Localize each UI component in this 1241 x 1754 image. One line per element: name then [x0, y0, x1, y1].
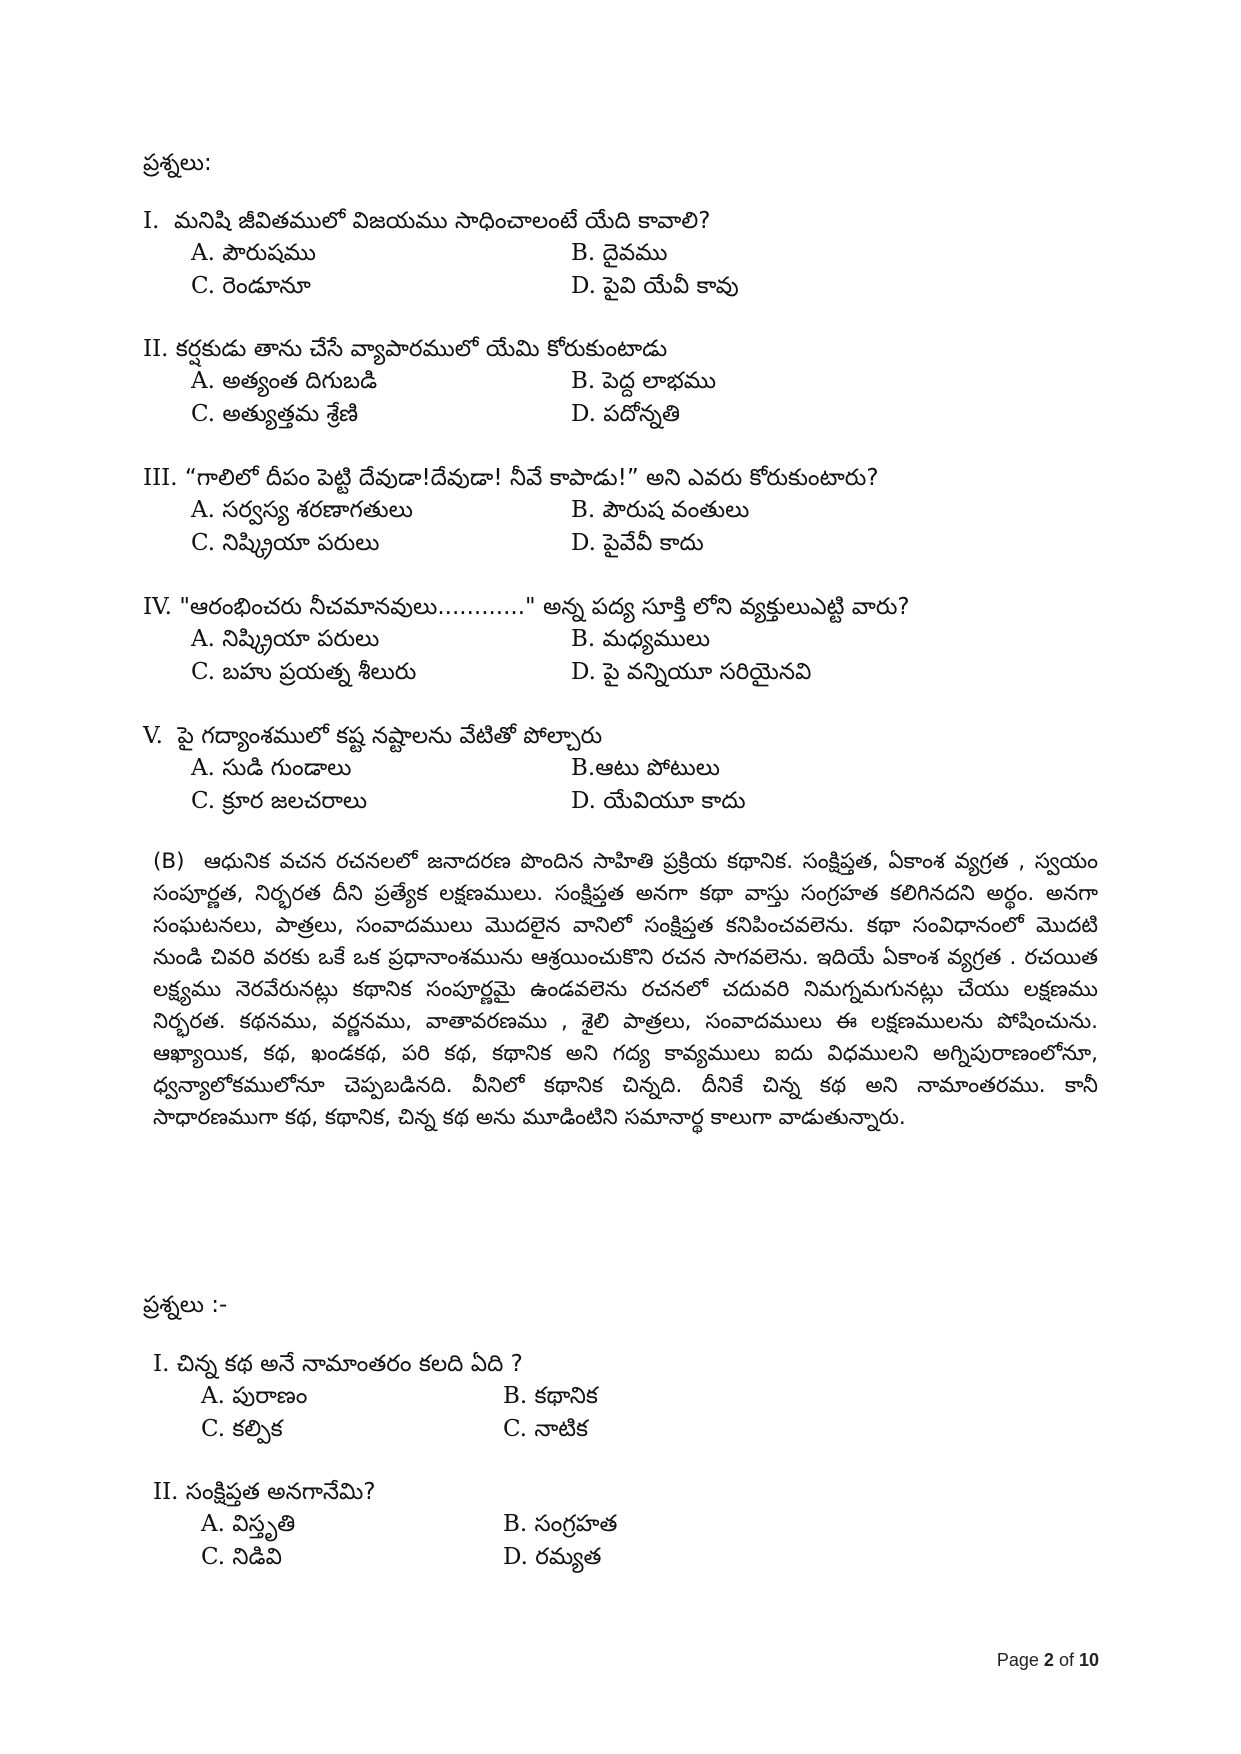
- section1-heading: ప్రశ్నలు:: [143, 150, 212, 176]
- total-pages-number: 10: [1078, 1650, 1099, 1670]
- option-c: [191, 270, 571, 303]
- option-a: [191, 623, 571, 656]
- option-text: పౌరుషము: [222, 240, 316, 266]
- question-number: II.: [143, 336, 169, 362]
- question-number: I.: [143, 208, 160, 234]
- option-a: [201, 1380, 503, 1413]
- option-b: [503, 1380, 923, 1413]
- option-text: దైవము: [602, 240, 668, 266]
- option-c: [191, 656, 571, 689]
- option-d: [571, 398, 991, 431]
- option-letter: D.: [571, 530, 596, 556]
- option-letter: C.: [191, 401, 216, 427]
- option-letter: A.: [191, 497, 215, 523]
- current-page-number: 2: [1043, 1650, 1054, 1670]
- question-block-7: [153, 1476, 1133, 1574]
- option-text: పైవి యేవీ కావు: [603, 273, 739, 299]
- option-text: పై వన్నియూ సరియైనవి: [603, 659, 812, 685]
- question-block-1: [143, 205, 1123, 303]
- option-letter: A.: [191, 240, 215, 266]
- option-c: [201, 1541, 503, 1574]
- option-text: పదోన్నతి: [603, 401, 681, 427]
- question-number: IV.: [143, 594, 172, 620]
- option-text: పెద్ద లాభము: [602, 368, 717, 394]
- option-d: [571, 270, 991, 303]
- option-text: క్రూర జలచరాలు: [222, 788, 368, 814]
- of-word: of: [1058, 1650, 1074, 1670]
- option-text: కల్పిక: [232, 1416, 283, 1442]
- option-text: ఆటు పోటులు: [595, 755, 720, 781]
- option-letter: C.: [201, 1416, 226, 1442]
- option-a: [191, 752, 571, 785]
- question-body: పై గద్యాంశములో కష్ట నష్టాలను వేటితో పోల్చారు: [177, 723, 603, 749]
- option-text: సర్వస్య శరణాగతులు: [222, 497, 413, 523]
- option-text: పైవేవీ కాదు: [603, 530, 704, 556]
- option-letter: C.: [191, 659, 216, 685]
- option-letter: C.: [201, 1544, 226, 1570]
- question-number: III.: [143, 465, 178, 491]
- question-block-4: [143, 591, 1123, 689]
- option-b: [571, 752, 991, 785]
- option-text: నిష్క్రియా పరులు: [222, 530, 380, 556]
- passage-label: (B): [153, 849, 185, 874]
- option-text: సంగ్రహత: [534, 1511, 618, 1537]
- option-text: సుడి గుండాలు: [222, 755, 352, 781]
- option-d: [571, 785, 991, 818]
- question-body: కర్షకుడు తాను చేసే వ్యాపారములో యేమి కోరుకుంటాడు: [175, 336, 668, 362]
- option-b: [571, 623, 991, 656]
- option-text: నిష్క్రియా పరులు: [222, 626, 380, 652]
- option-letter: A.: [201, 1383, 225, 1409]
- option-letter: D.: [571, 273, 596, 299]
- option-letter: D.: [571, 401, 596, 427]
- question-number: I.: [153, 1351, 170, 1377]
- option-a: [201, 1508, 503, 1541]
- option-c: [191, 398, 571, 431]
- option-letter: D.: [571, 788, 596, 814]
- option-text: విస్తృతి: [232, 1511, 296, 1537]
- passage-text: ఆధునిక వచన రచనలలో జనాదరణ పొందిన సాహితి ప్రక్రియ కథానిక. సంక్షిప్తత, ఏకాంశ వ్యగ్రత , స్వయం సంపూర్ణత, నిర్భరత దీని ప్రత్యేక లక్షణములు. సంక్షిప్తత అనగా కథా వాస్తు సంగ్రహత కలిగినదని అర్థం. అనగా సంఘటనలు, పాత్రలు, సంవాదములు మొదలైన వానిలో సంక్షిప్తత కనిపించవలెను. కథా సంవిధానంలో మొదటి నుండి చివరి వరకు ఒకే ఒక ప్రధానాంశమును ఆశ్రయించుకొని రచన సాగవలెను. ఇదియే ఏకాంశ వ్యగ్రత . రచయిత లక్ష్యము నెరవేరునట్లు కథానిక సంపూర్ణమై ఉండవలెను రచనలో చదువరి నిమగ్నమగునట్లు చేయు లక్షణము నిర్భరత. కథనము, వర్ణనము, వాతావరణము , శైలి పాత్రలు, సంవాదములు ఈ లక్షణములను పోషించును. ఆఖ్యాయిక, కథ, ఖండకథ, పరి కథ, కథానిక అని గద్య కావ్యములు ఐదు విధములని అగ్నిపురాణంలోనూ, ధ్వన్యాలోకములోనూ చెప్పబడినది. వీనిలో కథానిక చిన్నది. దీనికే చిన్న కథ అని నామాంతరము. కానీ సాధారణముగా కథ, కథానిక, చిన్న కథ అను మూడింటిని సమానార్థ కాలుగా వాడుతున్నారు.: [153, 849, 1098, 1130]
- option-text: యేవియూ కాదు: [603, 788, 746, 814]
- option-text: నిడివి: [232, 1544, 282, 1570]
- question-text: [153, 1348, 1133, 1380]
- option-letter: B.: [571, 497, 596, 523]
- option-b: [571, 237, 991, 270]
- option-text: అత్యంత దిగుబడి: [222, 368, 378, 394]
- option-letter: B.: [503, 1511, 528, 1537]
- option-d: [571, 527, 991, 560]
- option-text: కథానిక: [534, 1383, 598, 1409]
- option-text: బహు ప్రయత్న శీలురు: [222, 659, 417, 685]
- option-text: మధ్యములు: [602, 626, 711, 652]
- question-body: చిన్న కథ అనే నామాంతరం కలది ఏది ?: [176, 1351, 523, 1377]
- question-text: [143, 462, 1123, 494]
- option-text: పౌరుష వంతులు: [602, 497, 750, 523]
- option-b: [571, 494, 991, 527]
- option-letter: A.: [191, 626, 215, 652]
- question-text: [143, 591, 1123, 623]
- page-word: Page: [996, 1650, 1039, 1670]
- option-letter: B.: [571, 368, 596, 394]
- option-text: రమ్యత: [535, 1544, 602, 1570]
- option-c: [201, 1413, 503, 1446]
- option-letter: B.: [503, 1383, 528, 1409]
- option-letter: C.: [503, 1416, 528, 1442]
- option-text: అత్యుత్తమ శ్రేణి: [222, 401, 359, 427]
- section2-heading: ప్రశ్నలు :-: [143, 1292, 228, 1318]
- option-letter: A.: [201, 1511, 225, 1537]
- option-letter: B.: [571, 626, 596, 652]
- question-body: "ఆరంభించరు నీచమానవులు............" అన్న పద్య సూక్తి లోని వ్యక్తులుఎట్టి వారు?: [179, 594, 910, 620]
- option-d: [503, 1413, 923, 1446]
- option-b: [503, 1508, 923, 1541]
- option-letter: D.: [503, 1544, 528, 1570]
- option-letter: C.: [191, 273, 216, 299]
- question-body: సంక్షిప్తత అనగానేమి?: [185, 1479, 376, 1505]
- option-letter: B.: [571, 755, 596, 781]
- option-letter: D.: [571, 659, 596, 685]
- option-a: [191, 494, 571, 527]
- option-d: [503, 1541, 923, 1574]
- question-number: II.: [153, 1479, 179, 1505]
- question-block-5: [143, 720, 1123, 818]
- option-b: [571, 365, 991, 398]
- question-text: [143, 720, 1123, 752]
- question-text: [143, 333, 1123, 365]
- question-block-2: [143, 333, 1123, 431]
- question-text: [153, 1476, 1133, 1508]
- option-a: [191, 365, 571, 398]
- question-body: మనిషి జీవితములో విజయము సాధించాలంటే యేది కావాలి?: [174, 208, 711, 234]
- question-number: V.: [143, 723, 163, 749]
- option-a: [191, 237, 571, 270]
- passage-b: [153, 846, 1098, 1134]
- option-c: [191, 785, 571, 818]
- option-letter: A.: [191, 368, 215, 394]
- question-text: [143, 205, 1123, 237]
- option-text: నాటిక: [534, 1416, 589, 1442]
- page-footer: [997, 1650, 1099, 1671]
- option-text: రెండూనూ: [222, 273, 311, 299]
- option-letter: C.: [191, 788, 216, 814]
- question-block-6: [153, 1348, 1133, 1446]
- option-d: [571, 656, 991, 689]
- question-block-3: [143, 462, 1123, 560]
- option-letter: A.: [191, 755, 215, 781]
- question-body: “గాలిలో దీపం పెట్టి దేవుడా!దేవుడా! నీవే కాపాడు!” అని ఎవరు కోరుకుంటారు?: [184, 465, 879, 491]
- option-letter: B.: [571, 240, 596, 266]
- option-letter: C.: [191, 530, 216, 556]
- option-text: పురాణం: [232, 1383, 308, 1409]
- option-c: [191, 527, 571, 560]
